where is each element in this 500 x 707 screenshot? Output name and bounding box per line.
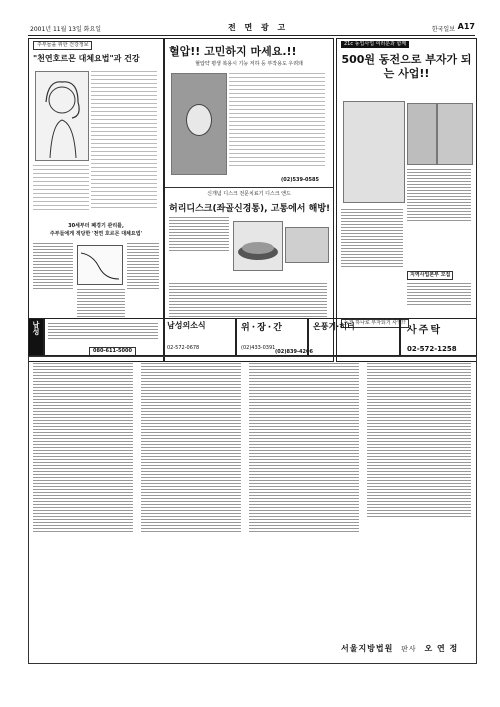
article-text-block-2 <box>127 243 159 323</box>
notice-col-3 <box>249 363 359 653</box>
wijanggan-ad <box>236 318 308 356</box>
namsung-news-ad <box>164 318 236 356</box>
namsung-badge <box>28 318 44 356</box>
boiler-title: 온풍기·히터 <box>313 322 355 331</box>
judge-role: 판사 <box>401 645 417 653</box>
disc-article-text <box>169 217 229 277</box>
biz-coin-note: 동전 하나로 부자되기 사업!! <box>341 319 409 328</box>
article-text-left-col <box>33 165 89 215</box>
namsung-news-phone: 02-572-0678 <box>167 345 200 351</box>
section-title: 전 면 광 고 <box>228 23 289 32</box>
masthead <box>28 21 475 36</box>
namsung-ad <box>44 318 164 356</box>
judge-name: 오 연 정 <box>424 644 459 653</box>
notice-col-2 <box>141 363 241 653</box>
blood-pressure-headline: 혈압!! 고민하지 마세요.!! <box>169 45 297 58</box>
namsung-news-title: 남성의소식 <box>167 321 206 330</box>
court-notices-section <box>28 356 477 664</box>
wijanggan-phone: (02)433-0391 <box>241 345 276 351</box>
bp-article-text <box>229 73 325 173</box>
court-name: 서울지방법원 <box>341 644 394 653</box>
ad-title: "천연호르몬 대체요법"과 건강 <box>33 54 140 63</box>
woman-illustration <box>35 71 89 161</box>
coin-machine-photo-2 <box>437 103 473 165</box>
disc-phone: (02)839-4206 <box>275 349 313 355</box>
biz-article-text-2 <box>341 209 403 309</box>
disc-product-label: 신개념 디스크 전문치료기 디스크 앤드 <box>207 191 291 197</box>
court-signature <box>341 643 458 654</box>
biz-phone: 02-572-1258 <box>407 345 457 353</box>
issue-date: 2001년 11월 13일 화요일 <box>30 26 102 33</box>
ad-phone: 080-611-5000 <box>89 347 136 356</box>
bp-phone: (02)539-0585 <box>281 177 319 183</box>
sajuteok-title: 사주탁 <box>407 325 442 336</box>
coin-machine-photo-1 <box>407 103 437 165</box>
biz-article-text <box>407 169 471 259</box>
biz-kicker: 21c 동업사업 여러분과 함께 <box>341 41 409 48</box>
paper-name: 한국일보 <box>431 26 455 33</box>
business-ad-right <box>336 38 477 362</box>
notice-col-1 <box>33 363 133 653</box>
hormone-graph <box>77 245 123 285</box>
namsung-label: 남성 <box>32 321 40 335</box>
biz-article-text-3 <box>407 283 471 323</box>
page-number: A17 <box>457 22 475 31</box>
disc-headline: 허리디스크(좌골신경통), 고통에서 해방! <box>169 204 331 214</box>
disc-device-photo <box>233 221 283 271</box>
ad-subhead-2: 주부들에게 적당한 '천연 호르몬 대체요법' <box>49 231 143 237</box>
health-ad-left <box>28 38 164 362</box>
blood-pressure-subline: 혈압약 평생 복용시 기능 저하 등 부작용도 우려돼 <box>195 61 303 67</box>
ad-subhead-1: 30세부터 폐경기 관리를, <box>68 223 124 229</box>
boiler-ad <box>308 318 400 356</box>
health-ad-center <box>164 38 334 362</box>
article-text-right-col <box>91 71 157 211</box>
ad-kicker: 주부들을 위한 건강정보 <box>33 41 92 50</box>
biz-headline: 500원 동전으로 부자가 되는 사업!! <box>341 53 472 80</box>
biz-recruit-note: 지역사업본부 모집 <box>407 271 453 280</box>
article-text-block <box>33 243 73 323</box>
sajuteok-ad <box>400 318 477 356</box>
businesswoman-photo <box>343 101 405 203</box>
notice-col-4 <box>367 363 471 623</box>
disc-user-photo <box>285 227 329 263</box>
wijanggan-title: 위·장·간 <box>241 323 284 333</box>
bp-device-photo <box>171 73 227 175</box>
